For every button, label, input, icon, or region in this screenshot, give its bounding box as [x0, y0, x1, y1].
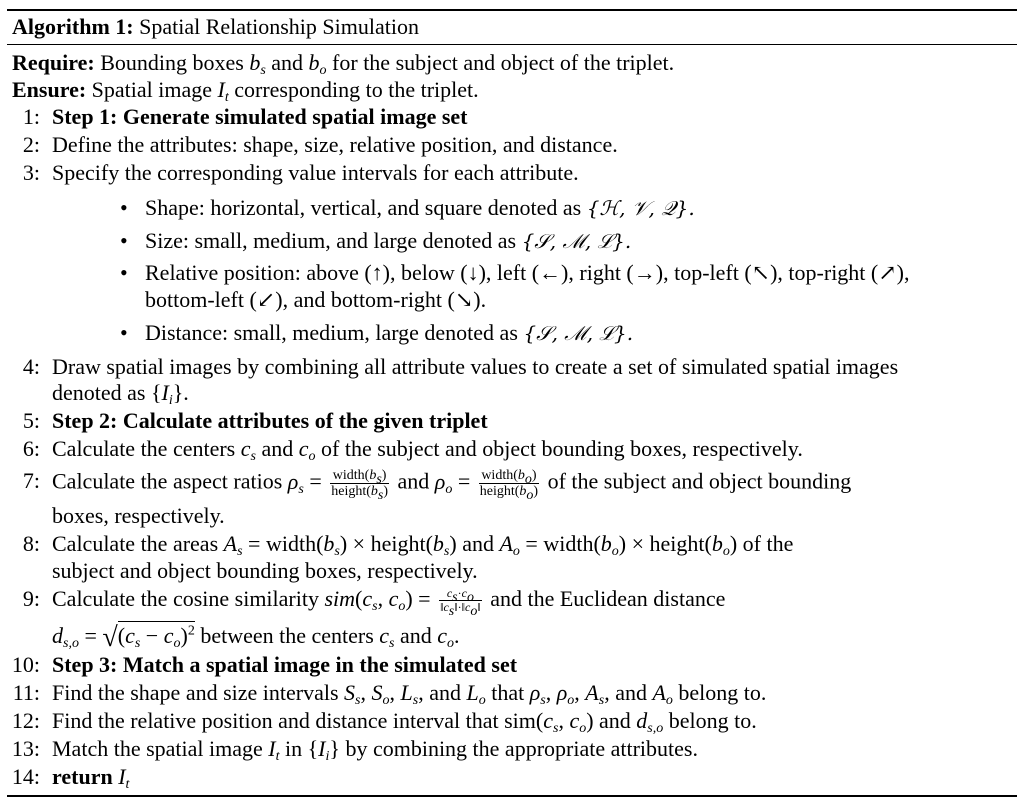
aspect-ratio-fraction-o: $\frac{width(b_o)}{height(b_o)}$: [479, 468, 539, 503]
line-text: belong to.: [678, 680, 767, 705]
line-text: boxes, respectively.: [52, 503, 225, 528]
sqrt-expression: $√(c_s - c_o)^2$: [102, 622, 195, 653]
step-heading: Step 1: Generate simulated spatial image set: [52, 104, 468, 129]
step-heading: Step 3: Match a spatial image in the simulated set: [52, 652, 518, 677]
line-number: 6:: [22, 436, 40, 461]
line-text: and: [615, 680, 647, 705]
line-text: Define the attributes: shape, size, relative position, and distance.: [52, 132, 618, 157]
line-text: and the Euclidean distance: [490, 586, 726, 611]
line-text: Specify the corresponding value intervals for each attribute.: [52, 160, 579, 185]
require-and: and: [271, 50, 304, 75]
step-heading: Step 2: Calculate attributes of the given triplet: [52, 408, 488, 433]
line-number: 5:: [22, 408, 40, 433]
line-text: and: [429, 680, 461, 705]
bullet-icon: •: [120, 228, 128, 253]
bullet-text: bottom-left (↙), and bottom-right (↘).: [145, 287, 487, 312]
algorithm-label: Algorithm 1:: [12, 14, 134, 39]
line-text: Find the shape and size intervals: [52, 680, 339, 705]
bullet-icon: •: [120, 195, 128, 220]
line-text: and: [261, 436, 294, 461]
line-text: Match the spatial image: [52, 736, 263, 761]
line-text: subject and object bounding boxes, respectively.: [52, 558, 478, 583]
step-line-9: 9: Calculate the cosine similarity $sim(c_s$, $c_o$) = $\frac{c_s\cdot c_o}{‖c_s‖\cdot‖c_o‖}$ and the Euclidean distance: [0, 584, 1024, 614]
line-number: 8:: [22, 531, 40, 556]
ensure-rest: corresponding to the triplet.: [234, 77, 479, 102]
line-number: 14:: [11, 764, 40, 789]
line-text: ) and: [586, 708, 631, 733]
bullet-math: {ℋ, 𝒱, 𝒬}.: [586, 196, 695, 220]
line-number: 2:: [22, 132, 40, 157]
line-text: between the centers: [200, 623, 374, 648]
line-text: belong to.: [668, 708, 757, 733]
bullet-text: Shape: horizontal, vertical, and square denoted as: [145, 195, 582, 220]
line-text: of the: [742, 531, 794, 556]
line-number: 13:: [11, 736, 40, 761]
top-rule: [7, 9, 1017, 11]
line-text: Calculate the cosine similarity: [52, 586, 319, 611]
line-text: of the subject and object bounding boxes, respectively.: [321, 436, 803, 461]
line-text: that: [491, 680, 525, 705]
bullet-math: {𝒮, ℳ, ℒ}.: [521, 229, 632, 253]
require-label: Require:: [12, 50, 95, 75]
line-text: and: [397, 468, 430, 494]
line-text: of the subject and object bounding: [547, 468, 852, 494]
line-text: Calculate the areas: [52, 531, 219, 556]
ensure-text: Spatial image: [91, 77, 213, 102]
line-text: Calculate the aspect ratios: [52, 468, 283, 494]
line-text: in: [284, 736, 303, 761]
aspect-ratio-fraction-s: $\frac{width(b_s)}{height(b_s)}$: [331, 468, 389, 503]
line-number: 3:: [22, 160, 40, 185]
require-rest: for the subject and object of the triplet.: [332, 50, 675, 75]
line-number: 7:: [22, 468, 40, 493]
bottom-rule: [7, 795, 1017, 797]
require-text: Bounding boxes: [100, 50, 244, 75]
bullet-text: Size: small, medium, and large denoted as: [145, 228, 517, 253]
line-number: 12:: [11, 708, 40, 733]
algorithm-title: Spatial Relationship Simulation: [139, 14, 419, 39]
cosine-fraction: $\frac{c_s\cdot c_o}{‖c_s‖\cdot‖c_o‖}$: [440, 586, 481, 620]
header-rule: [7, 44, 1017, 45]
line-text: and: [400, 623, 432, 648]
line-text: Find the relative position and distance interval that sim(: [52, 708, 544, 733]
algorithm-box: Algorithm 1: Spatial Relationship Simulation Require: Bounding boxes $b_s$ and $b_o$ for the subject and object of the triplet. Ensure: Spatial image $I_t$ corresponding to the triplet. 1: Step 1: Generate simulated spatial image set 2: Define the attributes: shape, size, relative position, and distance. 3: Specify the corresponding value intervals for each attribute. • Shape: horizontal, vertical, and square denoted as {ℋ, 𝒱, 𝒬}. • Size: small, medium, and large denoted as {𝒮, ℳ, ℒ}. • Relative position: above (↑), below (↓), left (←), right (→), top-left (↖), top-right (↗), bottom-left (↙), and bottom-right (↘). • Distance: small, medium, large denoted as {𝒮, ℳ, ℒ}. 4: Draw spatial images by combining all attribute values to create a set of simulated spatial images denoted as $\{I_i\}$. 5: Step 2: Calculate attributes of the given triplet 6: Calculate the centers $c_s$ and $c_o$ of the subject and object bounding boxes, respectively. 7: Calculate the aspect ratios $\rho_s$ = $\frac{width(b_s)}{height(b_s)}$ and $\rho_o$ = $\frac{width(b_o)}{height(b_o)}$ of the subject and object bounding boxes, respectively. 8: Calculate the areas $A_s$ = $width(b_s)$ × $height(b_s)$ and $A_o$ = $width(b_o)$ × $height(b_o)$ of the subject and object bounding boxes, respectively. 9: Calculate the cosine similarity $sim(c_s$, $c_o$) = $\frac{c_s\cdot c_o}{‖c_s‖\cdot‖c_o‖}$ and the Euclidean distance $d_{s,o} = √(c_s - c_o)^2$ between the centers $c_s$ and $c_o$. 10: Step 3: Match a spatial image in the simulated set 11: Find the shape and size intervals $S_s$, $S_o$, $L_s$, and $L_o$ that $\rho_s$, $\rho_o$, $A_s$, and $A_o$ belong to. 12: Find the relative position and distance interval that $sim(c_s$, $c_o$) and $d_{s,o}$ belong to. 13: Match the spatial image $I_t$ in $\{I_i\}$ by combining the appropriate attributes. 14: return $I_t$: [0, 0, 1024, 808]
ensure-label: Ensure:: [12, 77, 87, 102]
line-text: by combining the appropriate attributes.: [345, 736, 698, 761]
line-number: 4:: [22, 354, 40, 379]
line-number: 9:: [22, 586, 40, 611]
return-keyword: return: [52, 764, 113, 789]
bullet-text: Relative position: above (↑), below (↓), left (←), right (→), top-left (↖), top-right (↗),: [145, 260, 910, 285]
line-text: Calculate the centers: [52, 436, 236, 461]
bullet-math: {𝒮, ℳ, ℒ}.: [523, 321, 634, 345]
line-number: 10:: [11, 652, 40, 677]
line-text: denoted as: [52, 380, 146, 405]
line-number: 11:: [12, 680, 40, 705]
line-number: 1:: [22, 104, 40, 129]
line-text: Draw spatial images by combining all attribute values to create a set of simulated spatial images: [52, 354, 899, 379]
bullet-icon: •: [120, 320, 128, 345]
bullet-text: Distance: small, medium, large denoted as: [145, 320, 518, 345]
step-line-7: 7: Calculate the aspect ratios $\rho_s$ = $\frac{width(b_s)}{height(b_s)}$ and $\rho_o$ = $\frac{width(b_o)}{height(b_o)}$ of the subject and object bounding: [0, 464, 1024, 498]
bullet-icon: •: [120, 260, 128, 285]
